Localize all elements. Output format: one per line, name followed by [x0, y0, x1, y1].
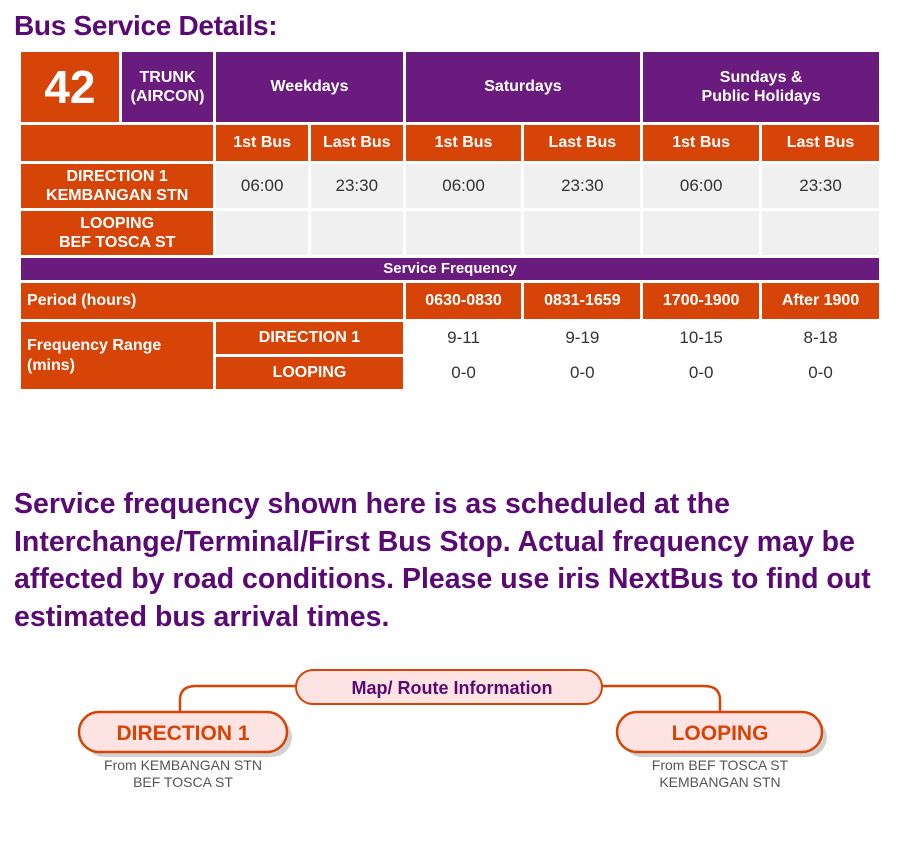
weekdays-header: Weekdays — [216, 52, 402, 122]
looping-label — [21, 211, 213, 255]
looping-saturdays-first — [406, 211, 522, 255]
weekdays-last-bus-header: Last Bus — [311, 125, 403, 161]
direction1-label-line2: KEMBANGAN STN — [46, 187, 189, 204]
period-1700-1900: 1700-1900 — [643, 283, 759, 319]
looping-from-line1: From BEF TOSCA ST — [651, 757, 789, 773]
looping-button-label: LOOPING — [671, 722, 769, 745]
bus-service-table — [18, 49, 882, 392]
direction1-from-line1: From KEMBANGAN STN — [104, 757, 262, 773]
service-number: 42 — [21, 52, 119, 122]
direction1-sundays-last: 23:30 — [762, 164, 879, 208]
direction1-freq-0630-0830: 9-11 — [406, 322, 522, 354]
frequency-direction1-label: DIRECTION 1 — [216, 322, 402, 354]
direction1-from-line2: BEF TOSCA ST — [133, 774, 233, 790]
period-0831-1659: 0831-1659 — [524, 283, 640, 319]
direction1-saturdays-first: 06:00 — [406, 164, 522, 208]
looping-freq-0831-1659: 0-0 — [524, 357, 640, 389]
sundays-last-bus-header: Last Bus — [762, 125, 879, 161]
frequency-looping-label: LOOPING — [216, 357, 402, 389]
direction1-button-label: DIRECTION 1 — [116, 722, 250, 745]
direction1-weekdays-last: 23:30 — [311, 164, 403, 208]
frequency-disclaimer: Service frequency shown here is as scheduled at the Interchange/Terminal/First Bus Stop. Actual frequency may be affected by road conditions. Please use iris NextBus to find out estimated bus arrival times. — [14, 488, 871, 633]
direction1-sundays-first: 06:00 — [643, 164, 759, 208]
looping-label-line2: BEF TOSCA ST — [58, 234, 176, 251]
map-route-info-button[interactable] — [296, 670, 602, 704]
period-after-1900: After 1900 — [762, 283, 879, 319]
direction1-label — [21, 164, 213, 208]
direction1-freq-after-1900: 8-18 — [762, 322, 879, 354]
period-0630-0830: 0630-0830 — [406, 283, 522, 319]
direction1-weekdays-first: 06:00 — [216, 164, 308, 208]
looping-freq-after-1900: 0-0 — [762, 357, 879, 389]
service-type-line2: (AIRCON) — [130, 88, 205, 105]
connector-left — [180, 686, 296, 714]
sundays-first-bus-header: 1st Bus — [643, 125, 759, 161]
period-label: Period (hours) — [21, 283, 403, 319]
map-title-text: Map/ Route Information — [351, 678, 553, 698]
looping-freq-0630-0830: 0-0 — [406, 357, 522, 389]
saturdays-header: Saturdays — [406, 52, 641, 122]
direction1-freq-1700-1900: 10-15 — [643, 322, 759, 354]
saturdays-last-bus-header: Last Bus — [524, 125, 640, 161]
sundays-header-line2: Public Holidays — [701, 88, 821, 105]
direction1-map-button[interactable] — [79, 712, 292, 757]
connector-right — [602, 686, 720, 714]
sundays-header-line1: Sundays & — [719, 68, 803, 86]
frequency-range-label: Frequency Range (mins) — [21, 322, 213, 389]
looping-sundays-last — [762, 211, 879, 255]
service-type-line1: TRUNK — [139, 68, 196, 86]
looping-label-line1: LOOPING — [80, 214, 155, 232]
page-heading: Bus Service Details: — [14, 10, 278, 41]
direction1-freq-0831-1659: 9-19 — [524, 322, 640, 354]
service-frequency-title: Service Frequency — [21, 258, 879, 280]
direction1-label-line1: DIRECTION 1 — [66, 167, 168, 185]
looping-from-line2: KEMBANGAN STN — [659, 774, 781, 790]
direction1-saturdays-last: 23:30 — [524, 164, 640, 208]
blank-header-cell — [21, 125, 213, 161]
saturdays-first-bus-header: 1st Bus — [406, 125, 522, 161]
weekdays-first-bus-header: 1st Bus — [216, 125, 308, 161]
service-type — [122, 52, 214, 122]
looping-saturdays-last — [524, 211, 640, 255]
looping-sundays-first — [643, 211, 759, 255]
looping-weekdays-last — [311, 211, 403, 255]
looping-freq-1700-1900: 0-0 — [643, 357, 759, 389]
map-route-section — [0, 660, 900, 820]
sundays-holidays-header — [643, 52, 879, 122]
looping-weekdays-first — [216, 211, 308, 255]
looping-map-button[interactable] — [617, 712, 827, 757]
